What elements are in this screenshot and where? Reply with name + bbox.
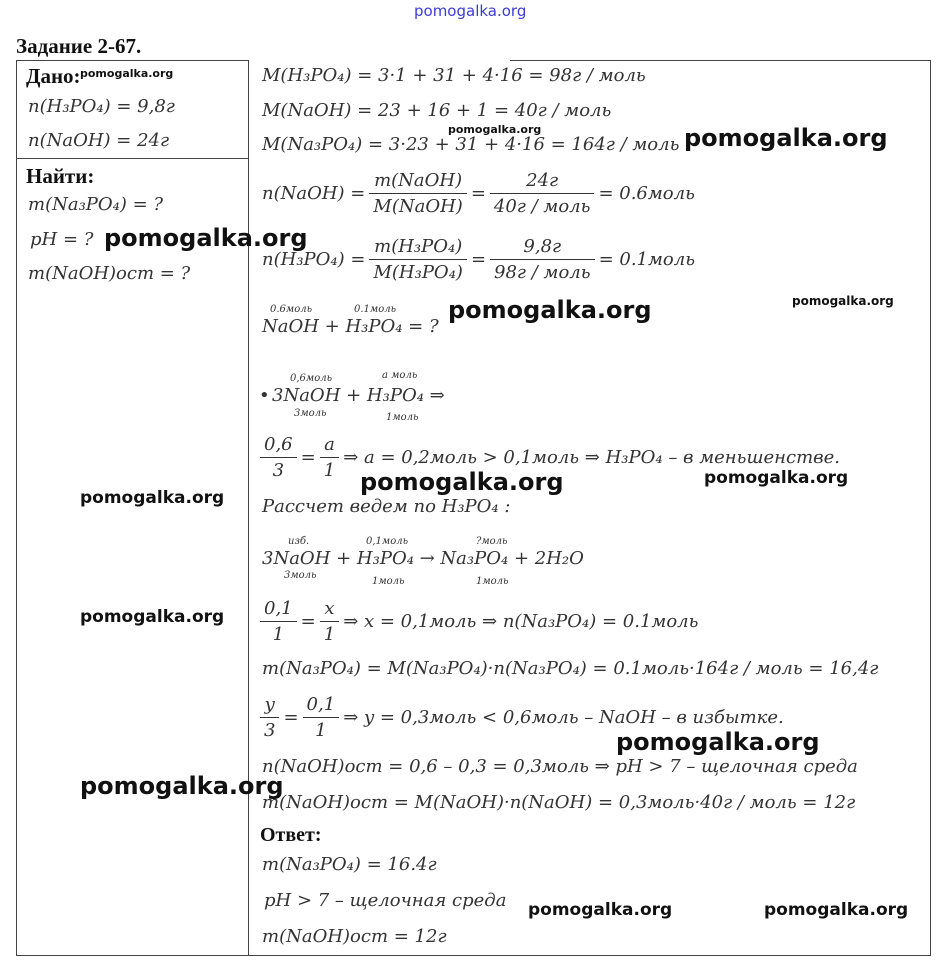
watermark: pomogalka.org	[80, 772, 284, 800]
fraction-numerator: 0,6	[264, 434, 293, 455]
equals-sign: =	[300, 611, 316, 632]
fraction-denominator: 98г / моль	[494, 262, 591, 283]
reaction-question: NaOH + H₃PO₄ = ?	[262, 316, 439, 337]
watermark: pomogalka.org	[80, 488, 225, 508]
fraction-numerator: а	[324, 434, 335, 455]
find-line: m(NaOH)ост = ?	[28, 263, 191, 284]
answer-heading: Ответ:	[260, 824, 322, 846]
site-header-link[interactable]: pomogalka.org	[414, 2, 527, 20]
watermark: pomogalka.org	[80, 67, 174, 80]
n-naoh-formula	[262, 170, 695, 217]
n-naoh-fraction-2	[492, 170, 593, 217]
n-h3po4-fraction-1	[371, 236, 464, 283]
main-bot-naoh: 3моль	[284, 570, 317, 581]
watermark: pomogalka.org	[684, 124, 888, 152]
fraction-denominator: 40г / моль	[493, 196, 591, 217]
answer-line: m(Na₃PO₄) = 16.4г	[262, 854, 437, 875]
ratio-top-naoh: 0,6моль	[290, 373, 333, 384]
fraction-denominator: 1	[315, 720, 327, 741]
watermark: pomogalka.org	[448, 123, 542, 136]
x-fraction-2	[322, 598, 337, 645]
fraction-numerator: 0,1	[264, 598, 293, 619]
fraction-denominator: 1	[323, 624, 336, 645]
y-conclusion: ⇒ y = 0,3моль < 0,6моль – NaOH – в избытке.	[343, 707, 784, 728]
fraction-denominator: 1	[323, 460, 336, 481]
fraction-numerator: m(NaOH)	[374, 170, 463, 191]
mass-na3po4-line: m(Na₃PO₄) = M(Na₃PO₄)·n(Na₃PO₄) = 0.1моль·164г / моль = 16,4г	[262, 658, 879, 679]
table-top-border	[16, 60, 248, 61]
molar-mass-naoh: M(NaOH) = 23 + 16 + 1 = 40г / моль	[262, 100, 612, 121]
watermark: pomogalka.org	[104, 224, 308, 252]
x-conclusion: ⇒ x = 0,1моль ⇒ n(Na₃PO₄) = 0.1моль	[343, 611, 699, 632]
ratio-bot-naoh: 3моль	[294, 408, 327, 419]
molar-mass-h3po4: M(H₃PO₄) = 3·1 + 31 + 4·16 = 98г / моль	[262, 65, 646, 86]
watermark: pomogalka.org	[80, 607, 225, 627]
ratio-top-h3po4: а моль	[382, 370, 418, 381]
task-title: Задание 2-67.	[16, 34, 142, 58]
fraction-numerator: 9,8г	[523, 236, 562, 257]
y-fraction-2	[305, 694, 338, 741]
naoh-left-mass-line: m(NaOH)ост = M(NaOH)·n(NaOH) = 0,3моль·40г / моль = 12г	[262, 792, 856, 813]
fraction-numerator: y	[264, 694, 275, 715]
molar-mass-na3po4: M(Na₃PO₄) = 3·23 + 31 + 4·16 = 164г / моль	[262, 134, 680, 155]
find-line: pH = ?	[30, 229, 94, 250]
bullet-dot: •	[259, 385, 270, 406]
main-reaction: 3NaOH + H₃PO₄ → Na₃PO₄ + 2H₂O	[262, 548, 584, 569]
fraction-numerator: m(H₃PO₄)	[374, 236, 463, 257]
ratio-bullet	[259, 385, 270, 406]
fraction-denominator: 3	[272, 460, 285, 481]
watermark: pomogalka.org	[528, 900, 673, 920]
n-naoh-result: = 0.6моль	[598, 183, 695, 204]
ratio-reaction: 3NaOH + H₃PO₄ ⇒	[272, 385, 445, 406]
fraction-denominator: M(H₃PO₄)	[373, 262, 463, 283]
fraction-numerator: x	[324, 598, 335, 619]
fraction-numerator: 0,1	[306, 694, 336, 715]
ratio-conclusion: ⇒ а = 0,2моль > 0,1моль ⇒ H₃PO₄ – в меньшенстве.	[343, 447, 841, 468]
table-left-border	[16, 60, 17, 956]
find-line: m(Na₃PO₄) = ?	[28, 194, 164, 215]
main-top-naoh: изб.	[288, 536, 310, 547]
ratio-fraction-2	[322, 434, 337, 481]
main-top-na3po4: ?моль	[476, 536, 508, 547]
naoh-left-mol-line: n(NaOH)ост = 0,6 – 0,3 = 0,3моль ⇒ pH > 7 – щелочная среда	[262, 756, 858, 777]
ratio-fraction-1	[262, 434, 295, 481]
n-h3po4-fraction-2	[492, 236, 593, 283]
equals-sign: =	[470, 249, 487, 270]
fraction-denominator: M(NaOH)	[373, 196, 463, 217]
watermark: pomogalka.org	[704, 468, 849, 488]
table-column-divider	[248, 60, 249, 956]
table-top-border-right	[510, 60, 930, 61]
table-bottom-border	[16, 955, 930, 956]
reaction-q-top-naoh: 0.6моль	[270, 304, 313, 315]
calc-by-line: Рассчет ведем по H₃PO₄ :	[262, 496, 511, 517]
x-fraction-1	[262, 598, 295, 645]
watermark: pomogalka.org	[764, 900, 909, 920]
watermark: pomogalka.org	[616, 728, 820, 756]
n-naoh-fraction-1	[371, 170, 464, 217]
given-line: n(H₃PO₄) = 9,8г	[28, 96, 175, 117]
y-fraction-1	[262, 694, 277, 741]
watermark: pomogalka.org	[360, 468, 564, 496]
ratio-bot-h3po4: 1моль	[386, 412, 419, 423]
answer-line: pH > 7 – щелочная среда	[264, 890, 507, 911]
find-heading: Найти:	[26, 164, 95, 188]
main-top-h3po4: 0,1моль	[366, 536, 409, 547]
equals-sign: =	[470, 183, 486, 204]
table-right-border	[930, 60, 931, 956]
n-naoh-lhs: n(NaOH) =	[262, 183, 366, 204]
equals-sign: =	[283, 707, 299, 728]
n-h3po4-formula	[262, 236, 695, 283]
answer-line: m(NaOH)ост = 12г	[262, 926, 447, 947]
fraction-denominator: 3	[264, 720, 276, 741]
given-divider	[16, 158, 248, 159]
main-bot-na3po4: 1моль	[476, 576, 509, 587]
n-h3po4-result: = 0.1моль	[598, 249, 696, 270]
fraction-numerator: 24г	[526, 170, 559, 191]
reaction-q-top-h3po4: 0.1моль	[354, 304, 397, 315]
watermark: pomogalka.org	[792, 294, 894, 308]
fraction-denominator: 1	[272, 624, 285, 645]
watermark: pomogalka.org	[448, 296, 652, 324]
main-bot-h3po4: 1моль	[372, 576, 405, 587]
given-line: n(NaOH) = 24г	[28, 130, 170, 151]
equals-sign: =	[300, 447, 316, 468]
given-heading: Дано:	[26, 64, 81, 88]
x-calculation	[262, 598, 698, 645]
n-h3po4-lhs: n(H₃PO₄) =	[262, 249, 366, 270]
